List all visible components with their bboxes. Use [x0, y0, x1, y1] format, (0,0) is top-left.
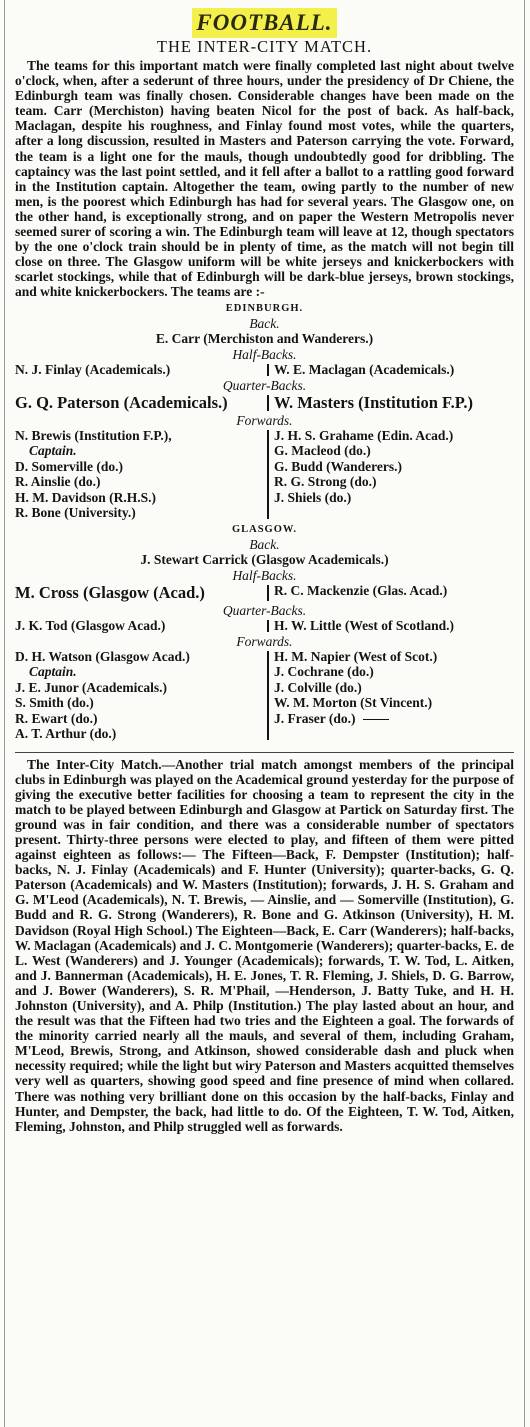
- column-rule: [267, 430, 269, 519]
- forward-entry: D. Somerville (do.): [15, 458, 123, 474]
- glasgow-quarter-right: H. W. Little (West of Scotland.): [274, 617, 455, 633]
- forward-entry-text: J. Fraser (do.): [274, 710, 356, 726]
- subheadline: THE INTER-CITY MATCH.: [156, 37, 373, 56]
- glasgow-back-label: Back.: [249, 536, 280, 552]
- edinburgh-team-title: EDINBURGH.: [225, 302, 304, 314]
- captain-note: Captain.: [29, 443, 77, 458]
- column-rule: [267, 395, 269, 411]
- end-rule: [363, 719, 389, 720]
- forward-entry: R. Bone (University.): [15, 505, 136, 520]
- glasgow-quarter-row: [15, 618, 514, 634]
- glasgow-back: J. Stewart Carrick (Glasgow Academicals.): [140, 551, 389, 567]
- edinburgh-forwards: [15, 428, 514, 521]
- forward-entry: S. Smith (do.): [15, 695, 94, 710]
- edinburgh-half-left: N. J. Finlay (Academicals.): [15, 361, 171, 377]
- newspaper-column: [4, 0, 525, 1427]
- column-rule: [267, 651, 269, 740]
- glasgow-half-label: Half-Backs.: [232, 567, 297, 583]
- forward-entry: J. Shiels (do.): [274, 489, 352, 505]
- forward-entry: R. Ainslie (do.): [15, 474, 101, 489]
- edinburgh-half-row: [15, 362, 514, 378]
- forward-entry: J. Colville (do.): [274, 679, 362, 695]
- edinburgh-quarter-left: G. Q. Paterson (Academicals.): [15, 392, 228, 412]
- forward-entry: G. Budd (Wanderers.): [274, 458, 403, 474]
- forward-entry: R. Ewart (do.): [15, 710, 98, 726]
- edinburgh-back-label: Back.: [249, 315, 280, 331]
- edinburgh-back: E. Carr (Merchiston and Wanderers.): [155, 330, 374, 346]
- edinburgh-quarter-right: W. Masters (Institution F.P.): [274, 392, 473, 412]
- edinburgh-quarter-label: Quarter-Backs.: [222, 377, 307, 393]
- column-rule: [267, 364, 269, 376]
- edinburgh-forwards-label: Forwards.: [236, 412, 293, 428]
- column-rule: [267, 620, 269, 632]
- forward-entry: H. M. Napier (West of Scot.): [274, 648, 438, 664]
- forward-entry: J. Cochrane (do.): [274, 664, 374, 679]
- edinburgh-quarter-row: [15, 393, 514, 413]
- glasgow-half-right: R. C. Mackenzie (Glas. Acad.): [274, 582, 448, 598]
- forward-entry: D. H. Watson (Glasgow Acad.): [15, 648, 190, 664]
- forward-entry: J. H. S. Grahame (Edin. Acad.): [274, 427, 454, 443]
- glasgow-forwards-label: Forwards.: [236, 633, 293, 649]
- captain-note: Captain.: [29, 664, 77, 679]
- forward-entry: N. Brewis (Institution F.P.),: [15, 427, 172, 443]
- headline: [15, 8, 514, 38]
- glasgow-half-row: [15, 583, 514, 603]
- column-rule: [267, 585, 269, 601]
- intro-paragraph: The teams for this important match were finally completed last night about twelve o'clock, when, after a sederunt of three hours, under the presidency of Dr Chiene, the Edinburgh team was finally chosen. Considerable changes have been made on the team. Carr (Merchiston) having beaten Nicol for the post of back. As half-back, Maclagan, despite his roughness, and Finlay found most votes, while the quarters, after a long discussion, resulted in Masters and Paterson carrying the vote. Forward, the team is a light one for the mauls, though undoubtedly good for dribbling. The captaincy was the last point settled, and it fell after a ballot to a rattling good forward in the Institution captain. Altogether the team, owing partly to the number of new men, is the poorest which Edinburgh has had for several years. The Glasgow one, on the other hand, is exceptionally strong, and on paper the Western Metropolis never seemed surer of scoring a win. The Edinburgh team will leave at 12, though spectators by the one o'clock train should be in plenty of time, as the match will not begin till close on three. The Glasgow uniform will be white jerseys and knickerbockers with scarlet stockings, while that of Edinburgh will be dark-blue jerseys, brown stockings, and white knickerbockers. The teams are :-: [15, 58, 514, 300]
- forward-entry: A. T. Arthur (do.): [15, 726, 117, 741]
- forward-entry: R. G. Strong (do.): [274, 474, 377, 489]
- glasgow-forwards: [15, 649, 514, 742]
- glasgow-team-title: GLASGOW.: [231, 523, 298, 535]
- trial-match-report: The Inter-City Match.—Another trial match amongst members of the principal clubs in Edinburgh was played on the Academical ground yesterday for the purpose of giving the executive better facilities for choosing a team to represent the city in the match to be played between Edinburgh and Glasgow at Partick on Saturday first. The ground was in fair condition, and there was a considerable number of spectators present. Thirty-three persons were elected to play, and fifteen of them were pitted against eighteen as follows:— The Fifteen—Back, F. Dempster (Institution); half-backs, N. J. Finlay (Academicals) and F. Hunter (University); quarter-backs, G. Q. Paterson (Academicals) and W. Masters (Institution); forwards, J. H. S. Graham and G. M'Leod (Academicals), N. T. Brewis, — Ainslie, and — Somerville (Institution), G. Budd and R. G. Strong (Wanderers), R. Bone and G. Atkinson (University), H. M. Davidson (Royal High School.) The Eighteen—Back, E. Carr (Wanderers); half-backs, W. Maclagan (Academicals) and J. C. Montgomerie (Wanderers); quarter-backs, E. de L. West (Wanderers) and J. Younger (Academicals); forwards, T. W. Tod, L. Aitken, and J. Bannerman (Academicals), H. E. Jones, T. R. Fleming, J. Shiels, D. G. Barrow, and J. Bower (Wanderers), S. R. M'Phail, —Henderson, J. Batty Tuke, and H. H. Johnston (University), and A. Philp (Institution.) The play lasted about an hour, and the result was that the Fifteen had two tries and the Eighteen a goal. The forwards of the minority carried nearly all the mauls, and several of them, including Graham, M'Leod, Brewis, Strong, and Atkinson, showed considerable dash and pluck when necessity required; while the light but wiry Paterson and Masters acquitted themselves very well as quarters, showing good speed and fine presence of mind when collared. There was nothing very brilliant done on this occasion by the half-backs, Finlay and Hunter, and Dempster, the back, had little to do. Of the Eighteen, T. W. Tod, Aitken, Fleming, Johnston, and Philp struggled well as forwards.: [15, 756, 514, 1134]
- edinburgh-half-right: W. E. Maclagan (Academicals.): [274, 361, 455, 377]
- headline-text: FOOTBALL.: [192, 8, 336, 38]
- forward-entry: H. M. Davidson (R.H.S.): [15, 489, 157, 505]
- section-divider: [15, 752, 514, 753]
- glasgow-half-left: M. Cross (Glasgow (Acad.): [15, 582, 205, 602]
- forward-entry: G. Macleod (do.): [274, 443, 371, 458]
- forward-entry: J. E. Junor (Academicals.): [15, 679, 167, 695]
- glasgow-quarter-label: Quarter-Backs.: [222, 602, 307, 618]
- glasgow-quarter-left: J. K. Tod (Glasgow Acad.): [15, 617, 166, 633]
- edinburgh-half-label: Half-Backs.: [232, 346, 297, 362]
- forward-entry: W. M. Morton (St Vincent.): [274, 695, 433, 710]
- forward-entry: [274, 711, 514, 727]
